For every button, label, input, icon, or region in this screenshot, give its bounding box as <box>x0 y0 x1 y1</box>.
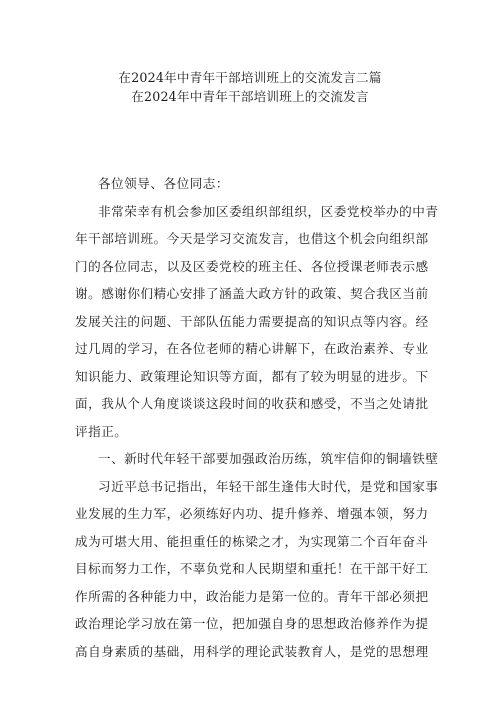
body-line: 业发展的生力军，必须练好内功、提升修养、增强本领，努力 <box>75 506 429 521</box>
body-line: 政治理论学习放在第一位，把加强自身的思想政治修养作为提 <box>75 616 429 631</box>
title-line-1: 在2024年中青年干部培训班上的交流发言二篇 <box>118 70 382 85</box>
body-line: 作所需的各种能力中，政治能力是第一位的。青年干部必须把 <box>75 588 429 604</box>
body-lines <box>75 198 439 666</box>
body-line: 目标而努力工作，不辜负党和人民期望和重托！在干部干好工 <box>75 561 429 576</box>
body-line: 知识能力、政策理论知识等方面，都有了较为明显的进步。下 <box>75 368 429 384</box>
body-line: 面，我从个人角度谈谈这段时间的收获和感受，不当之处请批 <box>75 396 429 411</box>
document-title <box>0 68 500 106</box>
body-line: 习近平总书记指出，年轻干部生逢伟大时代，是党和国家事 <box>98 478 439 494</box>
body-line: 高自身素质的基础，用科学的理论武装教育人，是党的思想理 <box>75 643 429 659</box>
body-line: 非常荣幸有机会参加区委组织部组织，区委党校举办的中青 <box>98 203 439 219</box>
body-line: 一、新时代年轻干部要加强政治历练，筑牢信仰的铜墙铁壁 <box>98 451 439 466</box>
body-line: 过几周的学习，在各位老师的精心讲解下，在政治素养、专业 <box>75 341 429 356</box>
salutation: 各位领导、各位同志： <box>98 176 229 191</box>
body-line: 发展关注的问题、干部队伍能力需要提高的知识点等内容。经 <box>75 313 429 329</box>
title-line-2: 在2024年中青年干部培训班上的交流发言 <box>131 89 369 104</box>
body-line: 谢。感谢你们精心安排了涵盖大政方针的政策、契合我区当前 <box>75 286 429 301</box>
body-line: 年干部培训班。今天是学习交流发言，也借这个机会向组织部 <box>75 231 429 246</box>
body-line: 成为可堪大用、能担重任的栋梁之才，为实现第二个百年奋斗 <box>75 533 429 549</box>
body-line: 门的各位同志，以及区委党校的班主任、各位授课老师表示感 <box>75 258 429 274</box>
document-body <box>75 170 439 665</box>
body-line: 评指正。 <box>75 423 128 439</box>
